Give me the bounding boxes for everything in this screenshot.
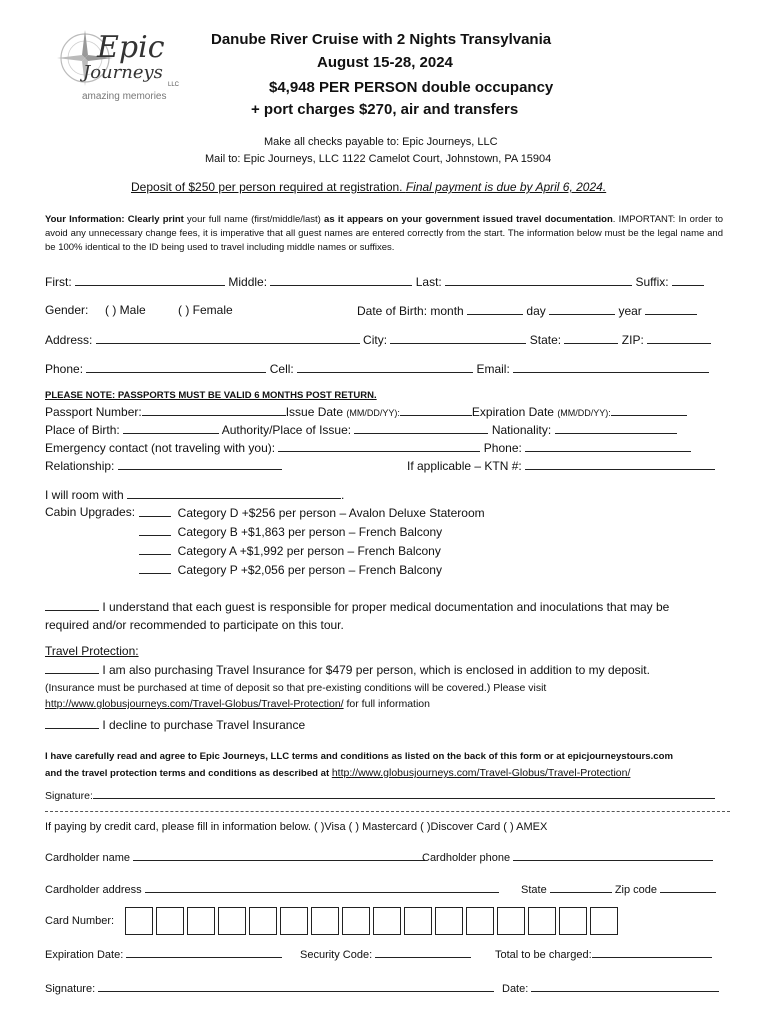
cell-label: Cell:: [269, 362, 294, 376]
gender-label: Gender:: [45, 303, 89, 317]
mail-line: Mail to: Epic Journeys, LLC 1122 Camelot Court, Johnstown, PA 15904: [205, 153, 552, 165]
emergency-label: Emergency contact (not traveling with you):: [45, 441, 276, 455]
card-state-label: State: [521, 884, 547, 896]
email-field[interactable]: [513, 361, 709, 373]
cardholder-address-label: Cardholder address: [45, 884, 142, 896]
male-checkbox[interactable]: ( ) Male: [105, 303, 146, 317]
state-field[interactable]: [564, 332, 618, 344]
agreement-signature-label: Signature:: [45, 790, 93, 802]
card-digit-box[interactable]: [218, 907, 246, 935]
card-date-row: [502, 980, 719, 995]
card-digit-box[interactable]: [435, 907, 463, 935]
room-with-label: I will room with: [45, 488, 124, 502]
card-digit-box[interactable]: [373, 907, 401, 935]
issue-date-field[interactable]: [400, 404, 472, 416]
logo-llc: LLC: [168, 82, 180, 88]
suffix-field[interactable]: [672, 274, 704, 286]
ktn-row: [407, 458, 715, 473]
card-digit-box[interactable]: [497, 907, 525, 935]
card-total-label: Total to be charged:: [495, 949, 592, 961]
relationship-label: Relationship:: [45, 459, 115, 473]
dob-year-label: year: [618, 304, 642, 318]
agreement-signature-field[interactable]: [93, 787, 715, 799]
travel-purchase-row: [45, 662, 650, 677]
zip-field[interactable]: [647, 332, 711, 344]
cardholder-name-label: Cardholder name: [45, 852, 130, 864]
info-text-rest: . IMPORTANT: In order to avoid any unnecessary change fees, it is imperative that all guest names are entered correctly from the start. The information below must be the legal name and be 100% identical to the ID being used to travel including middle names or suffixes.: [45, 214, 724, 253]
pob-label: Place of Birth:: [45, 423, 120, 437]
dob-day-label: day: [526, 304, 546, 318]
card-digit-box[interactable]: [590, 907, 618, 935]
card-zip-field[interactable]: [660, 881, 716, 893]
middle-name-field[interactable]: [270, 274, 412, 286]
exp-date-format: (MM/DD/YY):: [557, 408, 611, 418]
passport-note-text: PLEASE NOTE: PASSPORTS MUST BE VALID 6 MONTHS POST RETURN: [45, 390, 375, 401]
ktn-label: If applicable – KTN #:: [407, 459, 522, 473]
info-bold-1: Your Information: Clearly print: [45, 214, 184, 225]
agreement-text-2: and the travel protection terms and conditions as described at: [45, 768, 332, 779]
card-state-field[interactable]: [550, 881, 612, 893]
card-exp-label: Expiration Date:: [45, 949, 124, 961]
cabin-p-text: Category P +$2,056 per person – French Balcony: [177, 563, 442, 577]
dob-month-label: Date of Birth: month: [357, 304, 464, 318]
travel-purchase-initial[interactable]: [45, 662, 99, 674]
travel-purchase-text: I am also purchasing Travel Insurance for $479 per person, which is enclosed in addition to my deposit.: [99, 663, 650, 677]
cardholder-address-field[interactable]: [145, 881, 499, 893]
logo-word-epic: Epic: [97, 30, 165, 65]
final-payment-text: Final payment is due by April 6, 2024.: [405, 180, 607, 194]
pob-field[interactable]: [123, 422, 219, 434]
dob-month-field[interactable]: [467, 303, 523, 315]
cardholder-name-row: [45, 849, 425, 864]
card-security-field[interactable]: [375, 946, 471, 958]
phone-row: [45, 361, 709, 376]
exp-date-label: Expiration Date: [471, 405, 554, 419]
medical-line-1: [45, 599, 669, 614]
authority-field[interactable]: [354, 422, 488, 434]
first-name-field[interactable]: [75, 274, 225, 286]
passport-row: [45, 404, 687, 419]
trip-extras: + port charges $270, air and transfers: [251, 101, 519, 118]
email-label: Email:: [476, 362, 510, 376]
authority-label: Authority/Place of Issue:: [221, 423, 352, 437]
cabin-option-b: [139, 524, 442, 539]
card-digit-box[interactable]: [404, 907, 432, 935]
birth-row: [45, 422, 677, 437]
cabin-b-text: Category B +$1,863 per person – French Balcony: [177, 525, 443, 539]
agreement-line-1: I have carefully read and agree to Epic Journeys, LLC terms and conditions as listed on the back of this form or at epicjourneystours.com: [45, 751, 674, 762]
card-digit-box[interactable]: [528, 907, 556, 935]
emergency-row: [45, 440, 691, 455]
cardholder-phone-label: Cardholder phone: [422, 852, 511, 864]
card-signature-label: Signature:: [45, 983, 96, 995]
medical-text-1: I understand that each guest is responsible for proper medical documentation and inoculations that may be: [99, 600, 670, 614]
exp-date-field[interactable]: [611, 404, 687, 416]
card-signature-row: [45, 980, 494, 995]
city-field[interactable]: [390, 332, 526, 344]
last-name-field[interactable]: [445, 274, 632, 286]
passport-number-label: Passport Number:: [45, 405, 142, 419]
card-type-row[interactable]: If paying by credit card, please fill in information below. ( )Visa ( ) Mastercard ( )Discover Card ( ) AMEX: [45, 821, 548, 833]
card-total-field[interactable]: [592, 946, 712, 958]
cabin-p-check[interactable]: [139, 562, 171, 574]
suffix-label: Suffix:: [635, 275, 669, 289]
info-paragraph: [45, 213, 723, 255]
travel-note: (Insurance must be purchased at time of deposit so that pre-existing conditions will be covered.) Please visit: [45, 682, 547, 694]
state-label: State:: [529, 333, 562, 347]
trip-price: $4,948 PER PERSON double occupancy: [269, 79, 554, 96]
card-total-row: [495, 946, 712, 961]
travel-decline-row: [45, 717, 305, 732]
deposit-line: [131, 180, 606, 194]
name-row: [45, 274, 704, 289]
cabin-label: Cabin Upgrades:: [45, 505, 136, 519]
cardholder-name-field[interactable]: [133, 849, 425, 861]
cardholder-phone-row: [422, 849, 713, 864]
card-digit-box[interactable]: [311, 907, 339, 935]
address-label: Address:: [45, 333, 93, 347]
cabin-a-text: Category A +$1,992 per person – French Balcony: [177, 544, 441, 558]
deposit-text: Deposit of $250 per person required at registration.: [131, 180, 406, 194]
card-security-label: Security Code:: [300, 949, 373, 961]
card-state-zip-row: [521, 881, 716, 896]
address-row: [45, 332, 711, 347]
nationality-field[interactable]: [555, 422, 677, 434]
cardholder-phone-field[interactable]: [513, 849, 713, 861]
card-zip-label: Zip code: [614, 884, 658, 896]
payable-line: Make all checks payable to: Epic Journeys, LLC: [264, 136, 498, 148]
card-digit-box[interactable]: [125, 907, 153, 935]
city-label: City:: [363, 333, 388, 347]
info-text-1: your full name (first/middle/last): [183, 214, 325, 225]
card-date-field[interactable]: [531, 980, 719, 992]
address-field[interactable]: [96, 332, 360, 344]
card-digit-box[interactable]: [342, 907, 370, 935]
emergency-phone-field[interactable]: [525, 440, 691, 452]
logo-word-journeys: Journeys: [83, 62, 163, 83]
room-with-field[interactable]: [127, 487, 341, 499]
travel-protection-link[interactable]: http://www.globusjourneys.com/Travel-Globus/Travel-Protection/: [45, 698, 344, 710]
passport-number-field[interactable]: [142, 404, 286, 416]
cell-field[interactable]: [297, 361, 473, 373]
cabin-d-check[interactable]: [139, 505, 171, 517]
travel-link-row: [45, 698, 430, 710]
phone-label: Phone:: [45, 362, 84, 376]
phone-field[interactable]: [86, 361, 266, 373]
trip-dates: August 15-28, 2024: [317, 54, 453, 71]
cut-line-divider: [45, 811, 730, 812]
cabin-option-a: [139, 543, 441, 558]
card-signature-field[interactable]: [98, 980, 494, 992]
cabin-option-d: [139, 505, 485, 520]
dob-year-field[interactable]: [645, 303, 697, 315]
travel-decline-initial[interactable]: [45, 717, 99, 729]
card-digit-box[interactable]: [187, 907, 215, 935]
dob-day-field[interactable]: [549, 303, 615, 315]
card-digit-box[interactable]: [466, 907, 494, 935]
medical-initial-field[interactable]: [45, 599, 99, 611]
card-digit-box[interactable]: [280, 907, 308, 935]
middle-label: Middle:: [228, 275, 268, 289]
agreement-line-2: [45, 767, 630, 779]
card-number-boxes: [125, 907, 621, 935]
zip-label: ZIP:: [621, 333, 644, 347]
info-bold-2: as it appears on your government issued travel documentation: [324, 214, 613, 225]
card-digit-box[interactable]: [156, 907, 184, 935]
epic-journeys-logo: [55, 28, 180, 108]
travel-protection-heading: Travel Protection:: [45, 644, 139, 658]
issue-date-label: Issue Date: [285, 405, 344, 419]
cabin-d-text: Category D +$256 per person – Avalon Deluxe Stateroom: [177, 506, 485, 520]
emergency-phone-label: Phone:: [483, 441, 522, 455]
emergency-field[interactable]: [278, 440, 480, 452]
cabin-option-p: [139, 562, 442, 577]
ktn-field[interactable]: [525, 458, 715, 470]
agreement-signature-row: [45, 787, 715, 802]
last-label: Last:: [415, 275, 442, 289]
card-number-label: Card Number:: [45, 915, 115, 927]
nationality-label: Nationality:: [491, 423, 552, 437]
medical-line-2: required and/or recommended to participate on this tour.: [45, 618, 344, 632]
card-security-row: [300, 946, 471, 961]
trip-title: Danube River Cruise with 2 Nights Transylvania: [211, 31, 552, 48]
dob-row: [357, 303, 697, 318]
card-date-label: Date:: [502, 983, 529, 995]
card-digit-box[interactable]: [249, 907, 277, 935]
card-exp-row: [45, 946, 282, 961]
cardholder-address-row: [45, 881, 499, 896]
travel-decline-text: I decline to purchase Travel Insurance: [99, 718, 306, 732]
agreement-link[interactable]: http://www.globusjourneys.com/Travel-Globus/Travel-Protection/: [331, 767, 631, 779]
card-digit-box[interactable]: [559, 907, 587, 935]
issue-date-format: (MM/DD/YY):: [346, 408, 400, 418]
travel-link-suffix: for full information: [343, 698, 430, 710]
cabin-b-check[interactable]: [139, 524, 171, 536]
first-label: First:: [45, 275, 72, 289]
card-exp-field[interactable]: [126, 946, 282, 958]
cabin-a-check[interactable]: [139, 543, 171, 555]
passport-note: PLEASE NOTE: PASSPORTS MUST BE VALID 6 MONTHS POST RETURN.: [45, 390, 377, 401]
relationship-row: [45, 458, 282, 473]
logo-tagline: amazing memories: [82, 91, 167, 102]
room-with-row: I will room with .: [45, 488, 345, 502]
female-checkbox[interactable]: ( ) Female: [178, 303, 233, 317]
relationship-field[interactable]: [118, 458, 282, 470]
